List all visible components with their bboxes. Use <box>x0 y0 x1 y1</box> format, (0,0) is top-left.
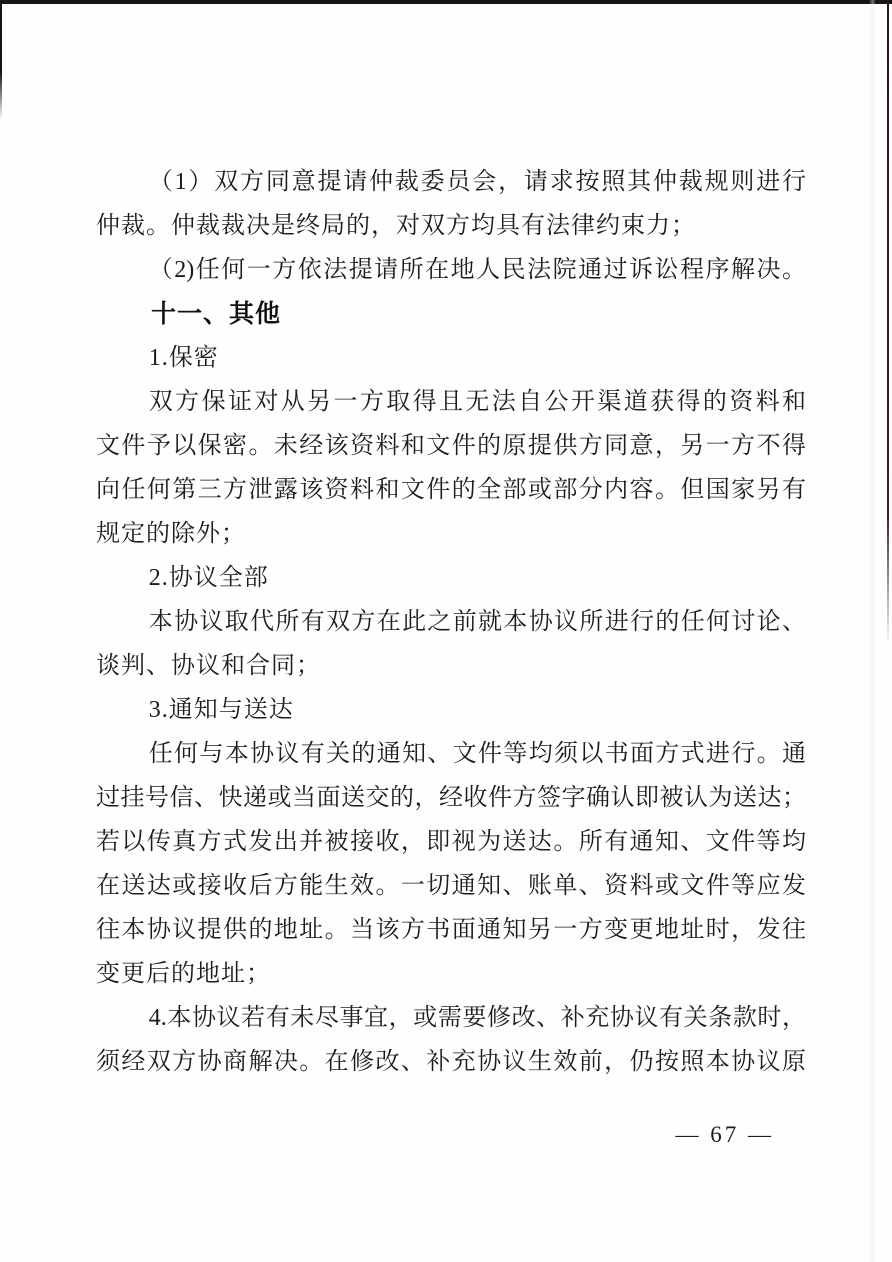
page-number: — 67 — <box>675 1122 774 1147</box>
text-line: 若以传真方式发出并被接收，即视为送达。所有通知、文件等均 <box>96 829 806 855</box>
text-line: 1.保密 <box>148 345 219 371</box>
text-line: 向任何第三方泄露该资料和文件的全部或部分内容。但国家另有 <box>96 477 806 503</box>
document-body <box>96 160 806 1084</box>
text-line: （1）双方同意提请仲裁委员会，请求按照其仲裁规则进行 <box>148 169 806 195</box>
scan-right-edge-line <box>887 0 889 645</box>
scan-right-shadow-band <box>869 0 876 1262</box>
text-line: 4.本协议若有未尽事宜，或需要修改、补充协议有关条款时， <box>148 1005 806 1031</box>
section-heading: 十一、其他 <box>151 300 282 328</box>
text-line: 变更后的地址； <box>96 961 271 987</box>
scan-top-edge <box>0 0 892 4</box>
text-line: 规定的除外； <box>96 521 246 547</box>
text-line: 文件予以保密。未经该资料和文件的原提供方同意，另一方不得 <box>96 433 806 459</box>
text-line: 3.通知与送达 <box>148 697 294 723</box>
page-footer <box>0 1122 774 1148</box>
text-line: （2)任何一方依法提请所在地人民法院通过诉讼程序解决。 <box>148 257 806 283</box>
text-line: 在送达或接收后方能生效。一切通知、账单、资料或文件等应发 <box>96 873 806 899</box>
text-line: 双方保证对从另一方取得且无法自公开渠道获得的资料和 <box>148 389 806 415</box>
scan-left-edge <box>0 0 2 120</box>
text-line: 须经双方协商解决。在修改、补充协议生效前，仍按照本协议原 <box>96 1049 806 1075</box>
text-line: 2.协议全部 <box>148 565 269 591</box>
text-line: 往本协议提供的地址。当该方书面通知另一方变更地址时，发往 <box>96 917 806 943</box>
text-line: 过挂号信、快递或当面送交的，经收件方签字确认即被认为送达； <box>96 785 806 811</box>
text-line: 仲裁。仲裁裁决是终局的，对双方均具有法律约束力； <box>96 213 696 239</box>
text-line: 谈判、协议和合同； <box>96 653 321 679</box>
text-line: 本协议取代所有双方在此之前就本协议所进行的任何讨论、 <box>148 609 806 635</box>
text-line: 任何与本协议有关的通知、文件等均须以书面方式进行。通 <box>148 741 806 767</box>
